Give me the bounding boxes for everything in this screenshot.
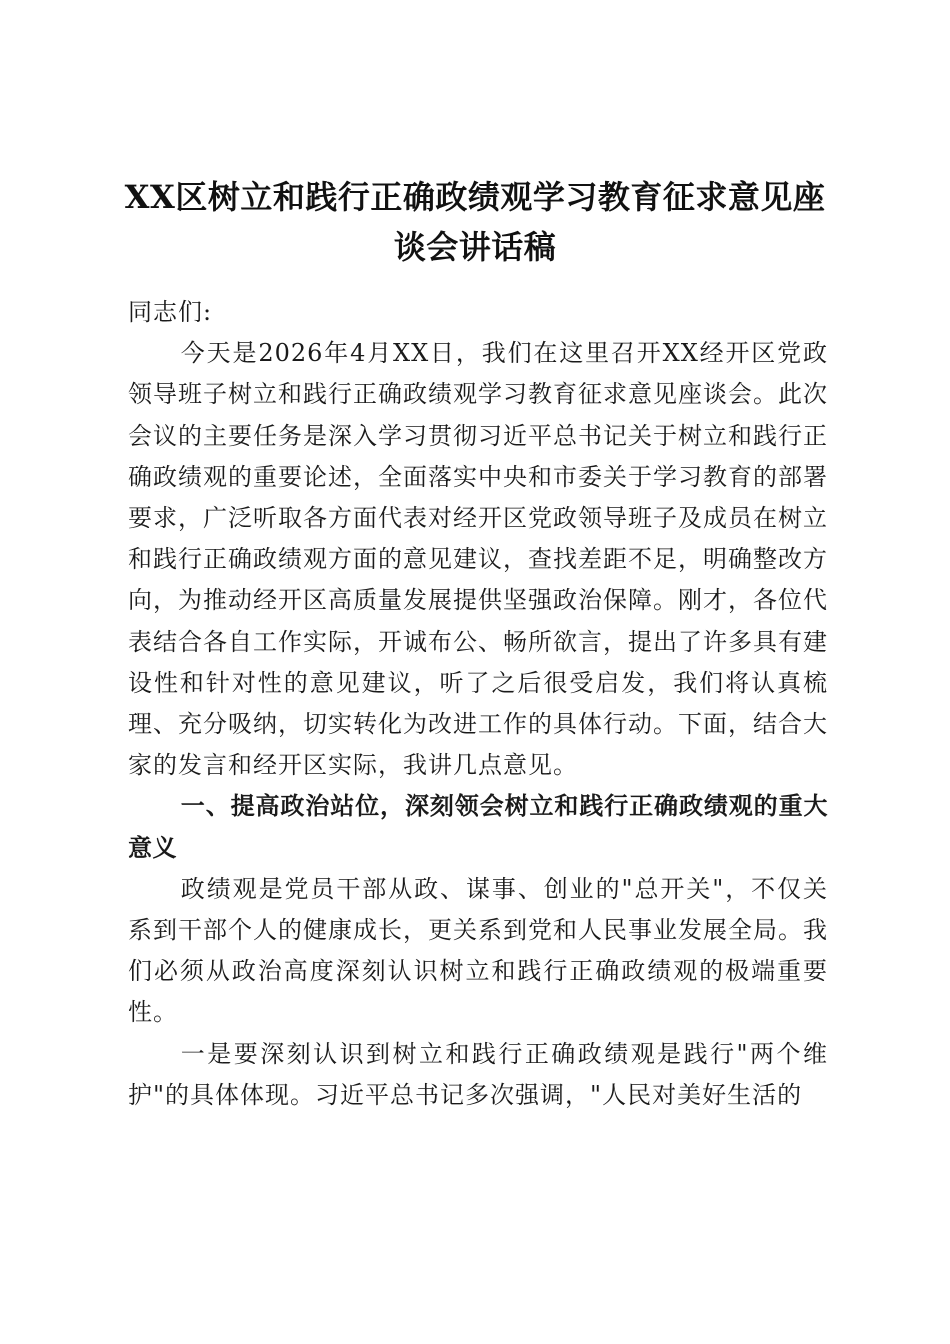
salutation: 同志们: — [128, 298, 213, 326]
section-1-paragraph: 一是要深刻认识到树立和践行正确政绩观是践行"两个维护"的具体体现。习近平总书记多次强调，"人民对美好生活的 — [128, 1039, 828, 1109]
intro-paragraph: 今天是2026年4月XX日，我们在这里召开XX经开区党政领导班子树立和践行正确政绩观学习教育征求意见座谈会。此次会议的主要任务是深入学习贯彻习近平总书记关于树立和践行正确政绩观的重要论述，全面落实中央和市委关于学习教育的部署要求，广泛听取各方面代表对经开区党政领导班子及成员在树立和践行正确政绩观方面的意见建议，查找差距不足，明确整改方向，为推动经开区高质量发展提供坚强政治保障。刚才，各位代表结合各自工作实际，开诚布公、畅所欲言，提出了许多具有建设性和针对性的意见建议，听了之后很受启发，我们将认真梳理、充分吸纳，切实转化为改进工作的具体行动。下面，结合大家的发言和经开区实际，我讲几点意见。 — [128, 339, 828, 780]
document-title: XX区树立和践行正确政绩观学习教育征求意见座谈会讲话稿 — [124, 178, 826, 266]
document-body — [128, 292, 828, 1116]
section-heading-1: 一、提高政治站位，深刻领会树立和践行正确政绩观的重大意义 — [128, 792, 828, 862]
section-1-paragraph: 政绩观是党员干部从政、谋事、创业的"总开关"，不仅关系到干部个人的健康成长，更关系到党和人民事业发展全局。我们必须从政治高度深刻认识树立和践行正确政绩观的极端重要性。 — [128, 874, 828, 1027]
